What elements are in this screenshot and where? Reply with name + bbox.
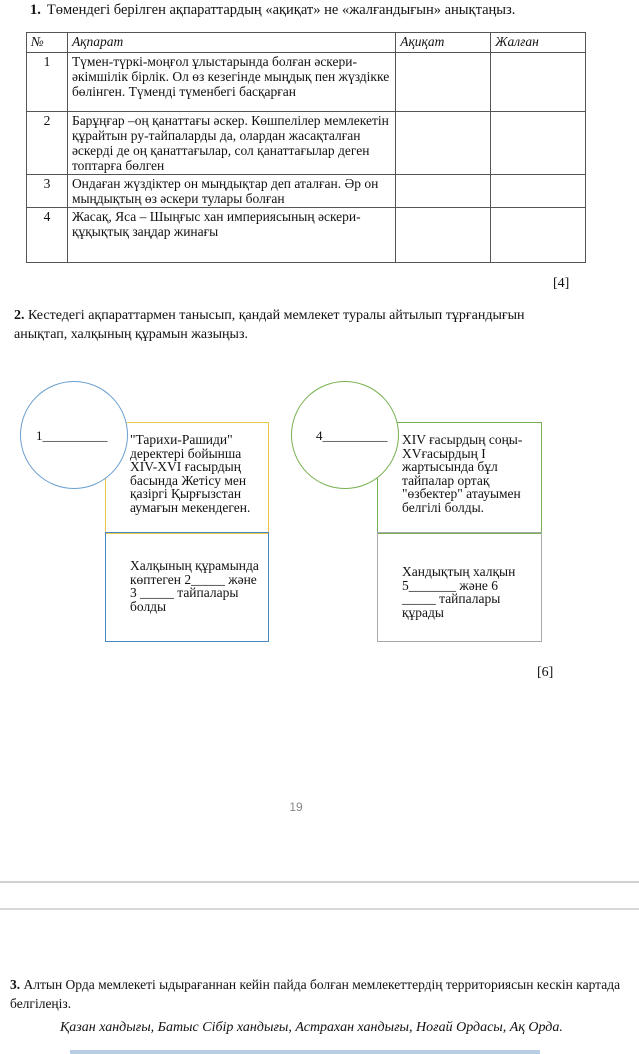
table-row (27, 175, 586, 208)
false-answer-cell[interactable] (491, 112, 586, 175)
false-answer-cell[interactable] (491, 175, 586, 208)
blank-1-label[interactable]: 1__________ (36, 428, 108, 443)
question-1-text: Төмендегі берілген ақпараттардың «ақиқат» не «жалғандығын» анықтаңыз. (46, 2, 516, 18)
row-text: Ондаған жүздіктер он мыңдықтар деп аталған. Әр он мыңдықтың өз әскери тулары болған (67, 175, 395, 208)
true-answer-cell[interactable] (396, 112, 491, 175)
left-info-text: "Тарихи-Рашиди" деректері бойынша XIV-XVI ғасырдың басында Жетісу мен қазіргі Қырғызстан аумағын мекендеген. (130, 432, 251, 515)
question-2-number: 2. (14, 308, 25, 323)
blank-4-label[interactable]: 4__________ (316, 428, 388, 443)
header-number: № (27, 33, 68, 53)
question-2-text: Кестедегі ақпараттармен танысып, қандай мемлекет туралы айтылып тұрғандығын анықтап, халқының құрамын жазыңыз. (14, 308, 525, 342)
table-row (27, 112, 586, 175)
header-true: Ақиқат (396, 33, 491, 53)
row-number: 2 (27, 112, 68, 175)
facts-table (26, 32, 586, 263)
left-population-box (105, 532, 269, 642)
false-answer-cell[interactable] (491, 53, 586, 112)
header-info: Ақпарат (67, 33, 395, 53)
table-row (27, 208, 586, 263)
true-answer-cell[interactable] (396, 208, 491, 263)
true-answer-cell[interactable] (396, 175, 491, 208)
header-false: Жалған (491, 33, 586, 53)
left-population-text: Халқының құрамында көптеген 2_____ және 3 _____ тайпалары болды (130, 558, 259, 614)
question-2-score: [6] (537, 665, 554, 680)
left-info-box (105, 422, 269, 534)
question-1-score: [4] (553, 276, 570, 291)
right-population-box (377, 532, 542, 642)
right-info-text: XIV ғасырдың соңы-XVғасырдың I жартысында бұл тайпалар ортақ "өзбектер" атауымен белгілі болды. (402, 432, 523, 515)
page-number: 19 (289, 800, 303, 814)
table-row (27, 53, 586, 112)
row-number: 3 (27, 175, 68, 208)
question-1-title (30, 2, 515, 19)
question-1-number: 1. (30, 2, 41, 18)
row-number: 4 (27, 208, 68, 263)
question-3-number: 3. (10, 977, 21, 992)
question-2-title (14, 306, 574, 344)
question-3-title (10, 975, 630, 1013)
row-text: Жасақ, Яса – Шыңғыс хан империясының әскери-құқықтық заңдар жинағы (67, 208, 395, 263)
true-answer-cell[interactable] (396, 53, 491, 112)
row-number: 1 (27, 53, 68, 112)
question-3-text: Алтын Орда мемлекеті ыдырағаннан кейін пайда болған мемлекеттердің территориясын кескін картада белгілеңіз. (10, 977, 621, 1011)
page-divider (0, 881, 639, 883)
false-answer-cell[interactable] (491, 208, 586, 263)
right-info-box (377, 422, 542, 534)
row-text: Барұңғар –оң қанаттағы әскер. Көшпелілер мемлекетін құрайтын ру-тайпаларды да, олардан жасақталған әскерді де оң қанаттағылар, сол қанаттағылар деген топтарға бөлген (67, 112, 395, 175)
page-divider (0, 908, 639, 910)
row-text: Түмен-түркі-моңғол ұлыстарында болған әскери-әкімшілік бірлік. Ол өз кезегінде мыңдық пен жүздікке бөлінген. Түменді түменбегі басқарған (67, 53, 395, 112)
map-edge (70, 1050, 540, 1054)
table-header-row (27, 33, 586, 53)
right-population-text: Хандықтың халқын 5_______ және 6 _____ тайпалары құрады (402, 564, 516, 620)
question-3-list: Қазан хандығы, Батыс Сібір хандығы, Астрахан хандығы, Ноғай Ордасы, Ақ Орда. (60, 1020, 563, 1035)
